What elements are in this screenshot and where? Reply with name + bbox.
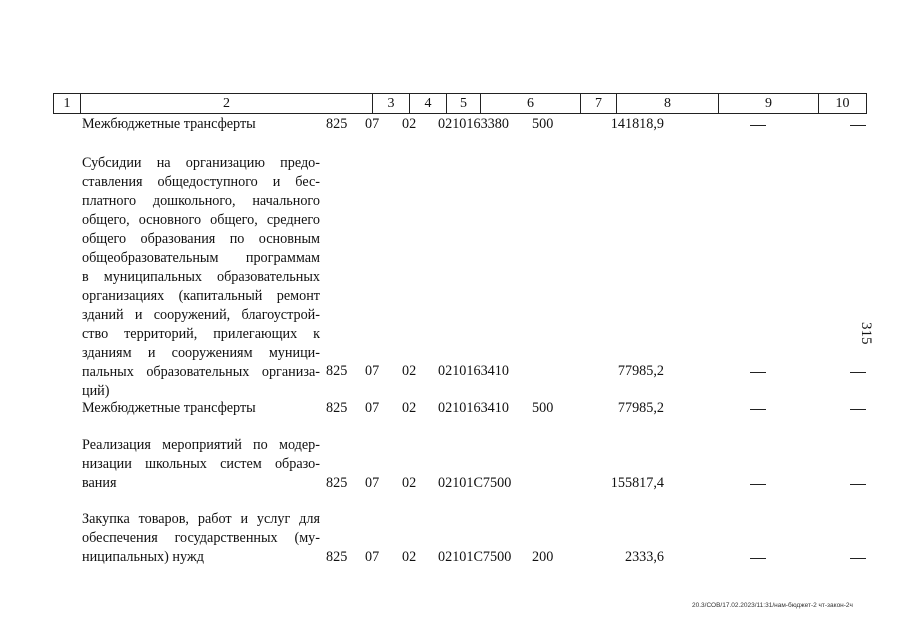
- row-3-amount: 155817,4: [610, 475, 664, 491]
- row-2-code-6: 0210163410: [438, 400, 509, 416]
- row-4-code-7: 200: [532, 549, 554, 565]
- header-col-9: 9: [719, 94, 819, 113]
- header-col-1: 1: [54, 94, 81, 113]
- row-1-name-line: ство территорий, прилегающих к: [82, 326, 320, 342]
- row-4-code-6: 02101С7500: [438, 549, 512, 565]
- header-col-2: 2: [81, 94, 373, 113]
- row-1-name-line: Субсидии на организацию предо-: [82, 155, 320, 171]
- row-3-code-5: 02: [402, 475, 417, 491]
- page-number: 315: [858, 322, 874, 345]
- row-1-code-3: 825: [326, 363, 348, 379]
- header-col-3: 3: [373, 94, 410, 113]
- row-1-amount: 77985,2: [617, 363, 664, 379]
- row-3-code-6: 02101С7500: [438, 475, 512, 491]
- row-3-col9-dash: [750, 484, 766, 485]
- row-0-amount: 141818,9: [610, 116, 664, 132]
- row-1-name-line: зданиям и сооружениям муници-: [82, 345, 320, 361]
- row-3-col10-dash: [850, 484, 866, 485]
- row-1-col9-dash: [750, 372, 766, 373]
- row-0-col10-dash: [850, 125, 866, 126]
- column-number-header: [53, 93, 867, 114]
- row-2-amount: 77985,2: [617, 400, 664, 416]
- row-4-code-5: 02: [402, 549, 417, 565]
- row-1-code-5: 02: [402, 363, 417, 379]
- row-2-code-4: 07: [365, 400, 380, 416]
- row-2-col10-dash: [850, 409, 866, 410]
- row-0-code-3: 825: [326, 116, 348, 132]
- row-1-name-line: общего, основного общего, среднего: [82, 212, 320, 228]
- row-1-name-line: общеобразовательным программам: [82, 250, 320, 266]
- row-4-name-line: обеспечения государственных (му-: [82, 530, 320, 546]
- header-col-10: 10: [835, 96, 850, 111]
- row-3-code-4: 07: [365, 475, 380, 491]
- row-1-code-6: 0210163410: [438, 363, 509, 379]
- header-col-6: 6: [481, 94, 581, 113]
- row-2-name-line: Межбюджетные трансферты: [82, 400, 256, 416]
- row-4-code-3: 825: [326, 549, 348, 565]
- row-3-name: [82, 436, 320, 493]
- row-1-col10-dash: [850, 372, 866, 373]
- row-4-name: [82, 510, 320, 567]
- row-4-amount: 2333,6: [624, 549, 664, 565]
- row-1-name: [82, 154, 320, 401]
- row-4-code-4: 07: [365, 549, 380, 565]
- row-3-name-line: вания: [82, 475, 117, 491]
- row-0-name: [82, 115, 320, 134]
- header-col-4: 4: [410, 94, 447, 113]
- row-1-name-line: в муниципальных образовательных: [82, 269, 320, 285]
- row-0-code-4: 07: [365, 116, 380, 132]
- row-0-code-7: 500: [532, 116, 554, 132]
- row-1-name-line: пальных образовательных организа-: [82, 364, 320, 380]
- header-col-5: 5: [447, 94, 481, 113]
- row-2-code-3: 825: [326, 400, 348, 416]
- row-1-name-line: общего образования по основным: [82, 231, 320, 247]
- row-2-col9-dash: [750, 409, 766, 410]
- row-4-col9-dash: [750, 558, 766, 559]
- row-1-name-line: зданий и сооружений, благоустрой-: [82, 307, 320, 323]
- row-4-col10-dash: [850, 558, 866, 559]
- footer-stamp: 20.3/СОВ/17.02.2023/11:31/нам-бюджет-2 чт-закон-2ч: [692, 602, 853, 609]
- row-4-name-line: Закупка товаров, работ и услуг для: [82, 511, 320, 527]
- row-4-name-line: ниципальных) нужд: [82, 549, 204, 565]
- row-1-name-line: ций): [82, 383, 110, 399]
- row-1-name-line: организациях (капитальный ремонт: [82, 288, 320, 304]
- row-1-code-4: 07: [365, 363, 380, 379]
- row-0-code-6: 0210163380: [438, 116, 509, 132]
- row-3-name-line: Реализация мероприятий по модер-: [82, 437, 320, 453]
- row-3-name-line: низации школьных систем образо-: [82, 456, 320, 472]
- row-2-code-7: 500: [532, 400, 554, 416]
- header-col-8: 8: [617, 94, 719, 113]
- row-1-name-line: ставления общедоступного и бес-: [82, 174, 320, 190]
- row-2-code-5: 02: [402, 400, 417, 416]
- row-2-name: [82, 399, 320, 418]
- row-1-name-line: платного дошкольного, начального: [82, 193, 320, 209]
- row-0-code-5: 02: [402, 116, 417, 132]
- row-0-col9-dash: [750, 125, 766, 126]
- row-3-code-3: 825: [326, 475, 348, 491]
- header-col-7: 7: [581, 94, 617, 113]
- row-0-name-line: Межбюджетные трансферты: [82, 116, 256, 132]
